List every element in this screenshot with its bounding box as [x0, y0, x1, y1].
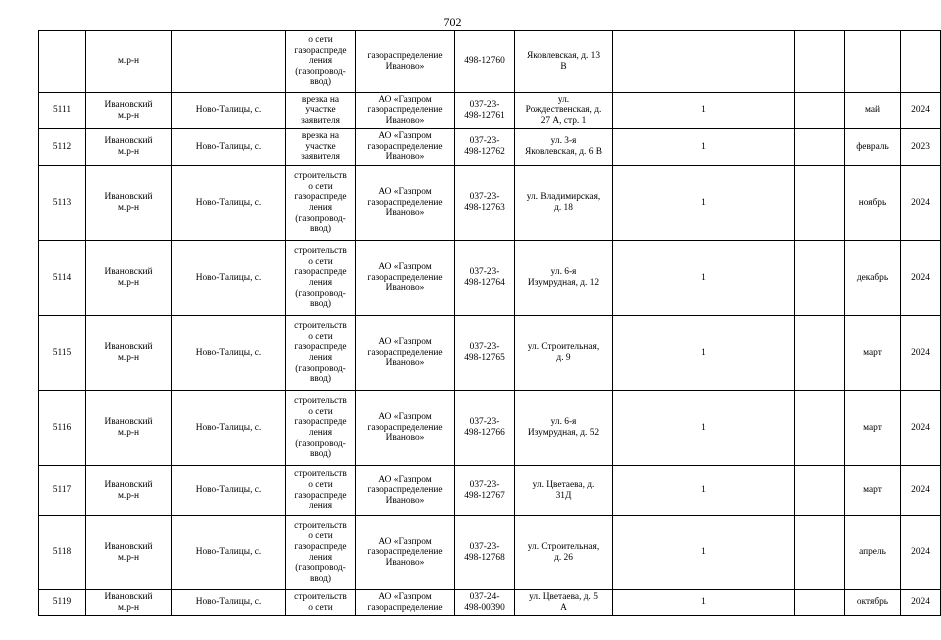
- cell-empty: [795, 241, 845, 316]
- cell-num: 5116: [39, 391, 86, 466]
- cell-district: Ивановский м.р-н: [86, 93, 172, 129]
- cell-count: 1: [613, 316, 795, 391]
- cell-month: март: [845, 466, 901, 516]
- cell-count: [613, 31, 795, 93]
- cell-empty: [795, 316, 845, 391]
- table-row: [39, 391, 941, 466]
- cell-month: май: [845, 93, 901, 129]
- cell-org: АО «Газпром газораспределение Иваново»: [356, 316, 455, 391]
- cell-type: врезка на участке заявителя: [286, 129, 356, 166]
- table-row: [39, 93, 941, 129]
- table-row: [39, 516, 941, 590]
- cell-empty: [795, 391, 845, 466]
- cell-empty: [795, 129, 845, 166]
- table-row: [39, 241, 941, 316]
- cell-address: ул. 6-я Изумрудная, д. 52: [515, 391, 613, 466]
- cell-type: строительств о сети газораспреде ления (газопровод- ввод): [286, 316, 356, 391]
- cell-locality: Ново-Талицы, с.: [172, 129, 286, 166]
- cell-locality: Ново-Талицы, с.: [172, 316, 286, 391]
- cell-month: ноябрь: [845, 166, 901, 241]
- table-row: [39, 466, 941, 516]
- cell-locality: Ново-Талицы, с.: [172, 466, 286, 516]
- cell-org: АО «Газпром газораспределение Иваново»: [356, 516, 455, 590]
- cell-type: строительств о сети: [286, 590, 356, 616]
- cell-empty: [795, 590, 845, 616]
- cell-org: АО «Газпром газораспределение Иваново»: [356, 241, 455, 316]
- cell-num: 5119: [39, 590, 86, 616]
- cell-address: ул. Цветаева, д. 31Д: [515, 466, 613, 516]
- cell-month: декабрь: [845, 241, 901, 316]
- page-number: 702: [443, 15, 462, 29]
- cell-year: [901, 31, 941, 93]
- cell-type: строительств о сети газораспреде ления (газопровод- ввод): [286, 166, 356, 241]
- cell-code: 037-23- 498-12768: [455, 516, 515, 590]
- cell-type: строительств о сети газораспреде ления (газопровод- ввод): [286, 516, 356, 590]
- cell-district: Ивановский м.р-н: [86, 391, 172, 466]
- cell-address: ул. Рождественская, д. 27 А, стр. 1: [515, 93, 613, 129]
- cell-empty: [795, 93, 845, 129]
- cell-district: Ивановский м.р-н: [86, 316, 172, 391]
- register-table-body: [39, 31, 941, 616]
- cell-count: 1: [613, 466, 795, 516]
- cell-locality: Ново-Талицы, с.: [172, 391, 286, 466]
- cell-empty: [795, 31, 845, 93]
- cell-code: 037-23- 498-12766: [455, 391, 515, 466]
- cell-org: АО «Газпром газораспределение Иваново»: [356, 129, 455, 166]
- cell-locality: Ново-Талицы, с.: [172, 516, 286, 590]
- cell-num: 5113: [39, 166, 86, 241]
- cell-code: 037-23- 498-12764: [455, 241, 515, 316]
- cell-type: строительств о сети газораспреде ления: [286, 466, 356, 516]
- cell-count: 1: [613, 516, 795, 590]
- cell-num: 5111: [39, 93, 86, 129]
- cell-code: 037-23- 498-12762: [455, 129, 515, 166]
- cell-num: 5118: [39, 516, 86, 590]
- cell-district: Ивановский м.р-н: [86, 466, 172, 516]
- cell-empty: [795, 516, 845, 590]
- cell-num: 5114: [39, 241, 86, 316]
- cell-year: 2024: [901, 590, 941, 616]
- cell-year: 2024: [901, 466, 941, 516]
- cell-code: 037-24- 498-00390: [455, 590, 515, 616]
- cell-code: 037-23- 498-12765: [455, 316, 515, 391]
- cell-code: 498-12760: [455, 31, 515, 93]
- cell-address: ул. 6-я Изумрудная, д. 12: [515, 241, 613, 316]
- cell-num: [39, 31, 86, 93]
- cell-type: о сети газораспреде ления (газопровод- ввод): [286, 31, 356, 93]
- cell-address: ул. Строительная, д. 9: [515, 316, 613, 391]
- cell-count: 1: [613, 590, 795, 616]
- cell-locality: Ново-Талицы, с.: [172, 241, 286, 316]
- table-row: [39, 316, 941, 391]
- cell-count: 1: [613, 241, 795, 316]
- cell-year: 2024: [901, 241, 941, 316]
- cell-locality: Ново-Талицы, с.: [172, 590, 286, 616]
- cell-empty: [795, 166, 845, 241]
- cell-count: 1: [613, 391, 795, 466]
- table-row: [39, 590, 941, 616]
- cell-district: Ивановский м.р-н: [86, 129, 172, 166]
- cell-num: 5112: [39, 129, 86, 166]
- cell-count: 1: [613, 166, 795, 241]
- cell-org: АО «Газпром газораспределение Иваново»: [356, 93, 455, 129]
- cell-year: 2024: [901, 316, 941, 391]
- table-row: [39, 166, 941, 241]
- cell-type: строительств о сети газораспреде ления (газопровод- ввод): [286, 241, 356, 316]
- register-table: [38, 30, 941, 616]
- cell-address: Яковлевская, д. 13 В: [515, 31, 613, 93]
- cell-org: газораспределение Иваново»: [356, 31, 455, 93]
- cell-month: [845, 31, 901, 93]
- cell-code: 037-23- 498-12761: [455, 93, 515, 129]
- cell-month: апрель: [845, 516, 901, 590]
- cell-org: АО «Газпром газораспределение: [356, 590, 455, 616]
- cell-month: февраль: [845, 129, 901, 166]
- cell-locality: Ново-Талицы, с.: [172, 93, 286, 129]
- cell-year: 2024: [901, 516, 941, 590]
- cell-locality: [172, 31, 286, 93]
- cell-month: март: [845, 391, 901, 466]
- cell-code: 037-23- 498-12767: [455, 466, 515, 516]
- cell-month: октябрь: [845, 590, 901, 616]
- cell-year: 2024: [901, 391, 941, 466]
- cell-address: ул. Строительная, д. 26: [515, 516, 613, 590]
- cell-org: АО «Газпром газораспределение Иваново»: [356, 166, 455, 241]
- cell-address: ул. 3-я Яковлевская, д. 6 В: [515, 129, 613, 166]
- cell-month: март: [845, 316, 901, 391]
- table-row-continued: [39, 31, 941, 93]
- table-row: [39, 129, 941, 166]
- cell-num: 5115: [39, 316, 86, 391]
- cell-district: Ивановский м.р-н: [86, 241, 172, 316]
- cell-address: ул. Владимирская, д. 18: [515, 166, 613, 241]
- cell-type: строительств о сети газораспреде ления (газопровод- ввод): [286, 391, 356, 466]
- cell-locality: Ново-Талицы, с.: [172, 166, 286, 241]
- cell-type: врезка на участке заявителя: [286, 93, 356, 129]
- cell-district: м.р-н: [86, 31, 172, 93]
- cell-count: 1: [613, 129, 795, 166]
- cell-year: 2024: [901, 166, 941, 241]
- cell-org: АО «Газпром газораспределение Иваново»: [356, 391, 455, 466]
- cell-district: Ивановский м.р-н: [86, 166, 172, 241]
- cell-address: ул. Цветаева, д. 5 А: [515, 590, 613, 616]
- cell-year: 2024: [901, 93, 941, 129]
- cell-num: 5117: [39, 466, 86, 516]
- cell-empty: [795, 466, 845, 516]
- cell-count: 1: [613, 93, 795, 129]
- cell-district: Ивановский м.р-н: [86, 590, 172, 616]
- cell-year: 2023: [901, 129, 941, 166]
- cell-org: АО «Газпром газораспределение Иваново»: [356, 466, 455, 516]
- cell-code: 037-23- 498-12763: [455, 166, 515, 241]
- cell-district: Ивановский м.р-н: [86, 516, 172, 590]
